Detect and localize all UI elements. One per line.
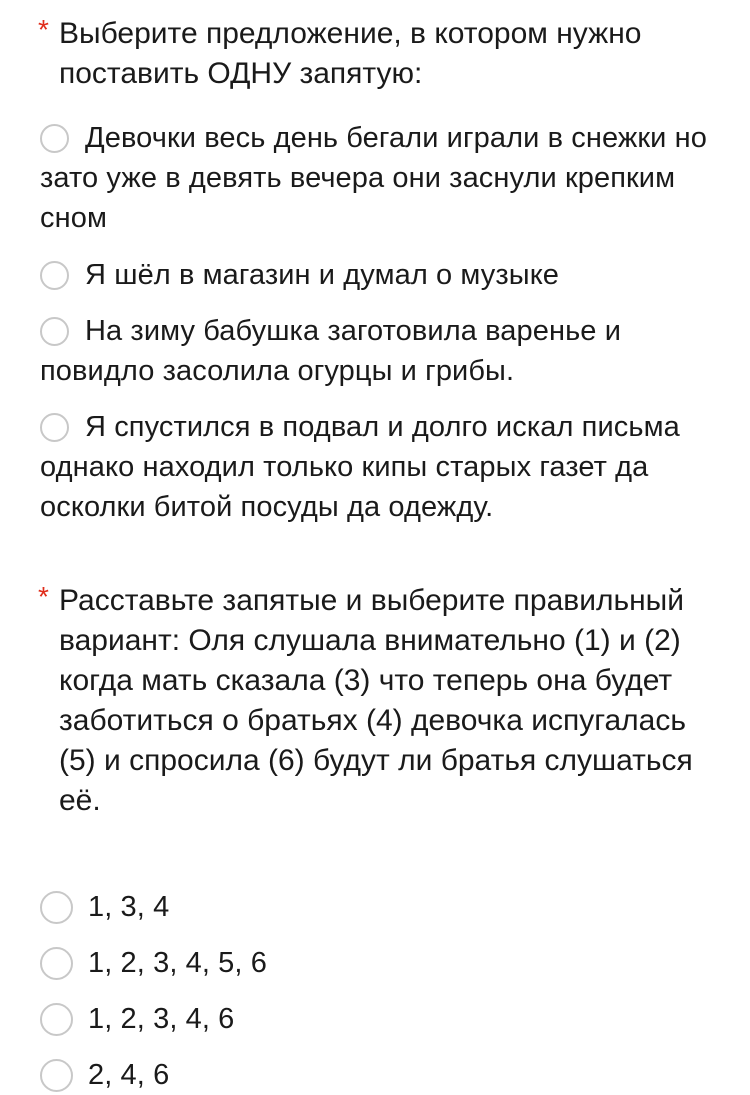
q2-option-1-label: 1, 3, 4	[88, 891, 170, 923]
radio-button[interactable]	[40, 1059, 73, 1092]
q1-option-2-label: Я шёл в магазин и думал о музыке	[85, 259, 560, 291]
radio-button[interactable]	[40, 124, 69, 153]
required-asterisk: *	[38, 14, 49, 45]
question-1	[0, 14, 750, 94]
q2-option-3[interactable]	[40, 999, 720, 1039]
question-1-header	[0, 14, 750, 94]
required-asterisk: *	[38, 581, 49, 612]
q1-option-4[interactable]	[40, 407, 720, 527]
question-2-prompt: Расставьте запятые и выберите правильный вариант: Оля слушала внимательно (1) и (2) когда мать сказала (3) что теперь она будет заботиться о братьях (4) девочка испугалась (5) и спросила (6) будут ли братья слушаться её.	[59, 584, 693, 817]
q1-option-1[interactable]	[40, 118, 720, 238]
radio-button[interactable]	[40, 947, 73, 980]
radio-button[interactable]	[40, 413, 69, 442]
q2-option-2[interactable]	[40, 943, 720, 983]
q2-option-2-label: 1, 2, 3, 4, 5, 6	[88, 947, 267, 979]
q1-option-2[interactable]	[40, 255, 720, 295]
question-2	[0, 581, 750, 821]
q1-option-3[interactable]	[40, 311, 720, 391]
question-1-prompt: Выберите предложение, в котором нужно поставить ОДНУ запятую:	[59, 17, 642, 90]
q1-option-3-label: На зиму бабушка заготовила варенье и повидло засолила огурцы и грибы.	[40, 315, 621, 387]
q2-option-1[interactable]	[40, 887, 720, 927]
radio-button[interactable]	[40, 891, 73, 924]
q2-option-3-label: 1, 2, 3, 4, 6	[88, 1003, 235, 1035]
q2-option-4[interactable]	[40, 1055, 720, 1095]
q1-option-4-label: Я спустился в подвал и долго искал письма однако находил только кипы старых газет да осколки битой посуды да одежду.	[40, 411, 680, 523]
radio-button[interactable]	[40, 1003, 73, 1036]
question-2-header	[0, 581, 750, 821]
radio-button[interactable]	[40, 317, 69, 346]
radio-button[interactable]	[40, 261, 69, 290]
q1-option-1-label: Девочки весь день бегали играли в снежки но зато уже в девять вечера они заснули крепким сном	[40, 122, 707, 234]
q2-option-4-label: 2, 4, 6	[88, 1059, 170, 1091]
